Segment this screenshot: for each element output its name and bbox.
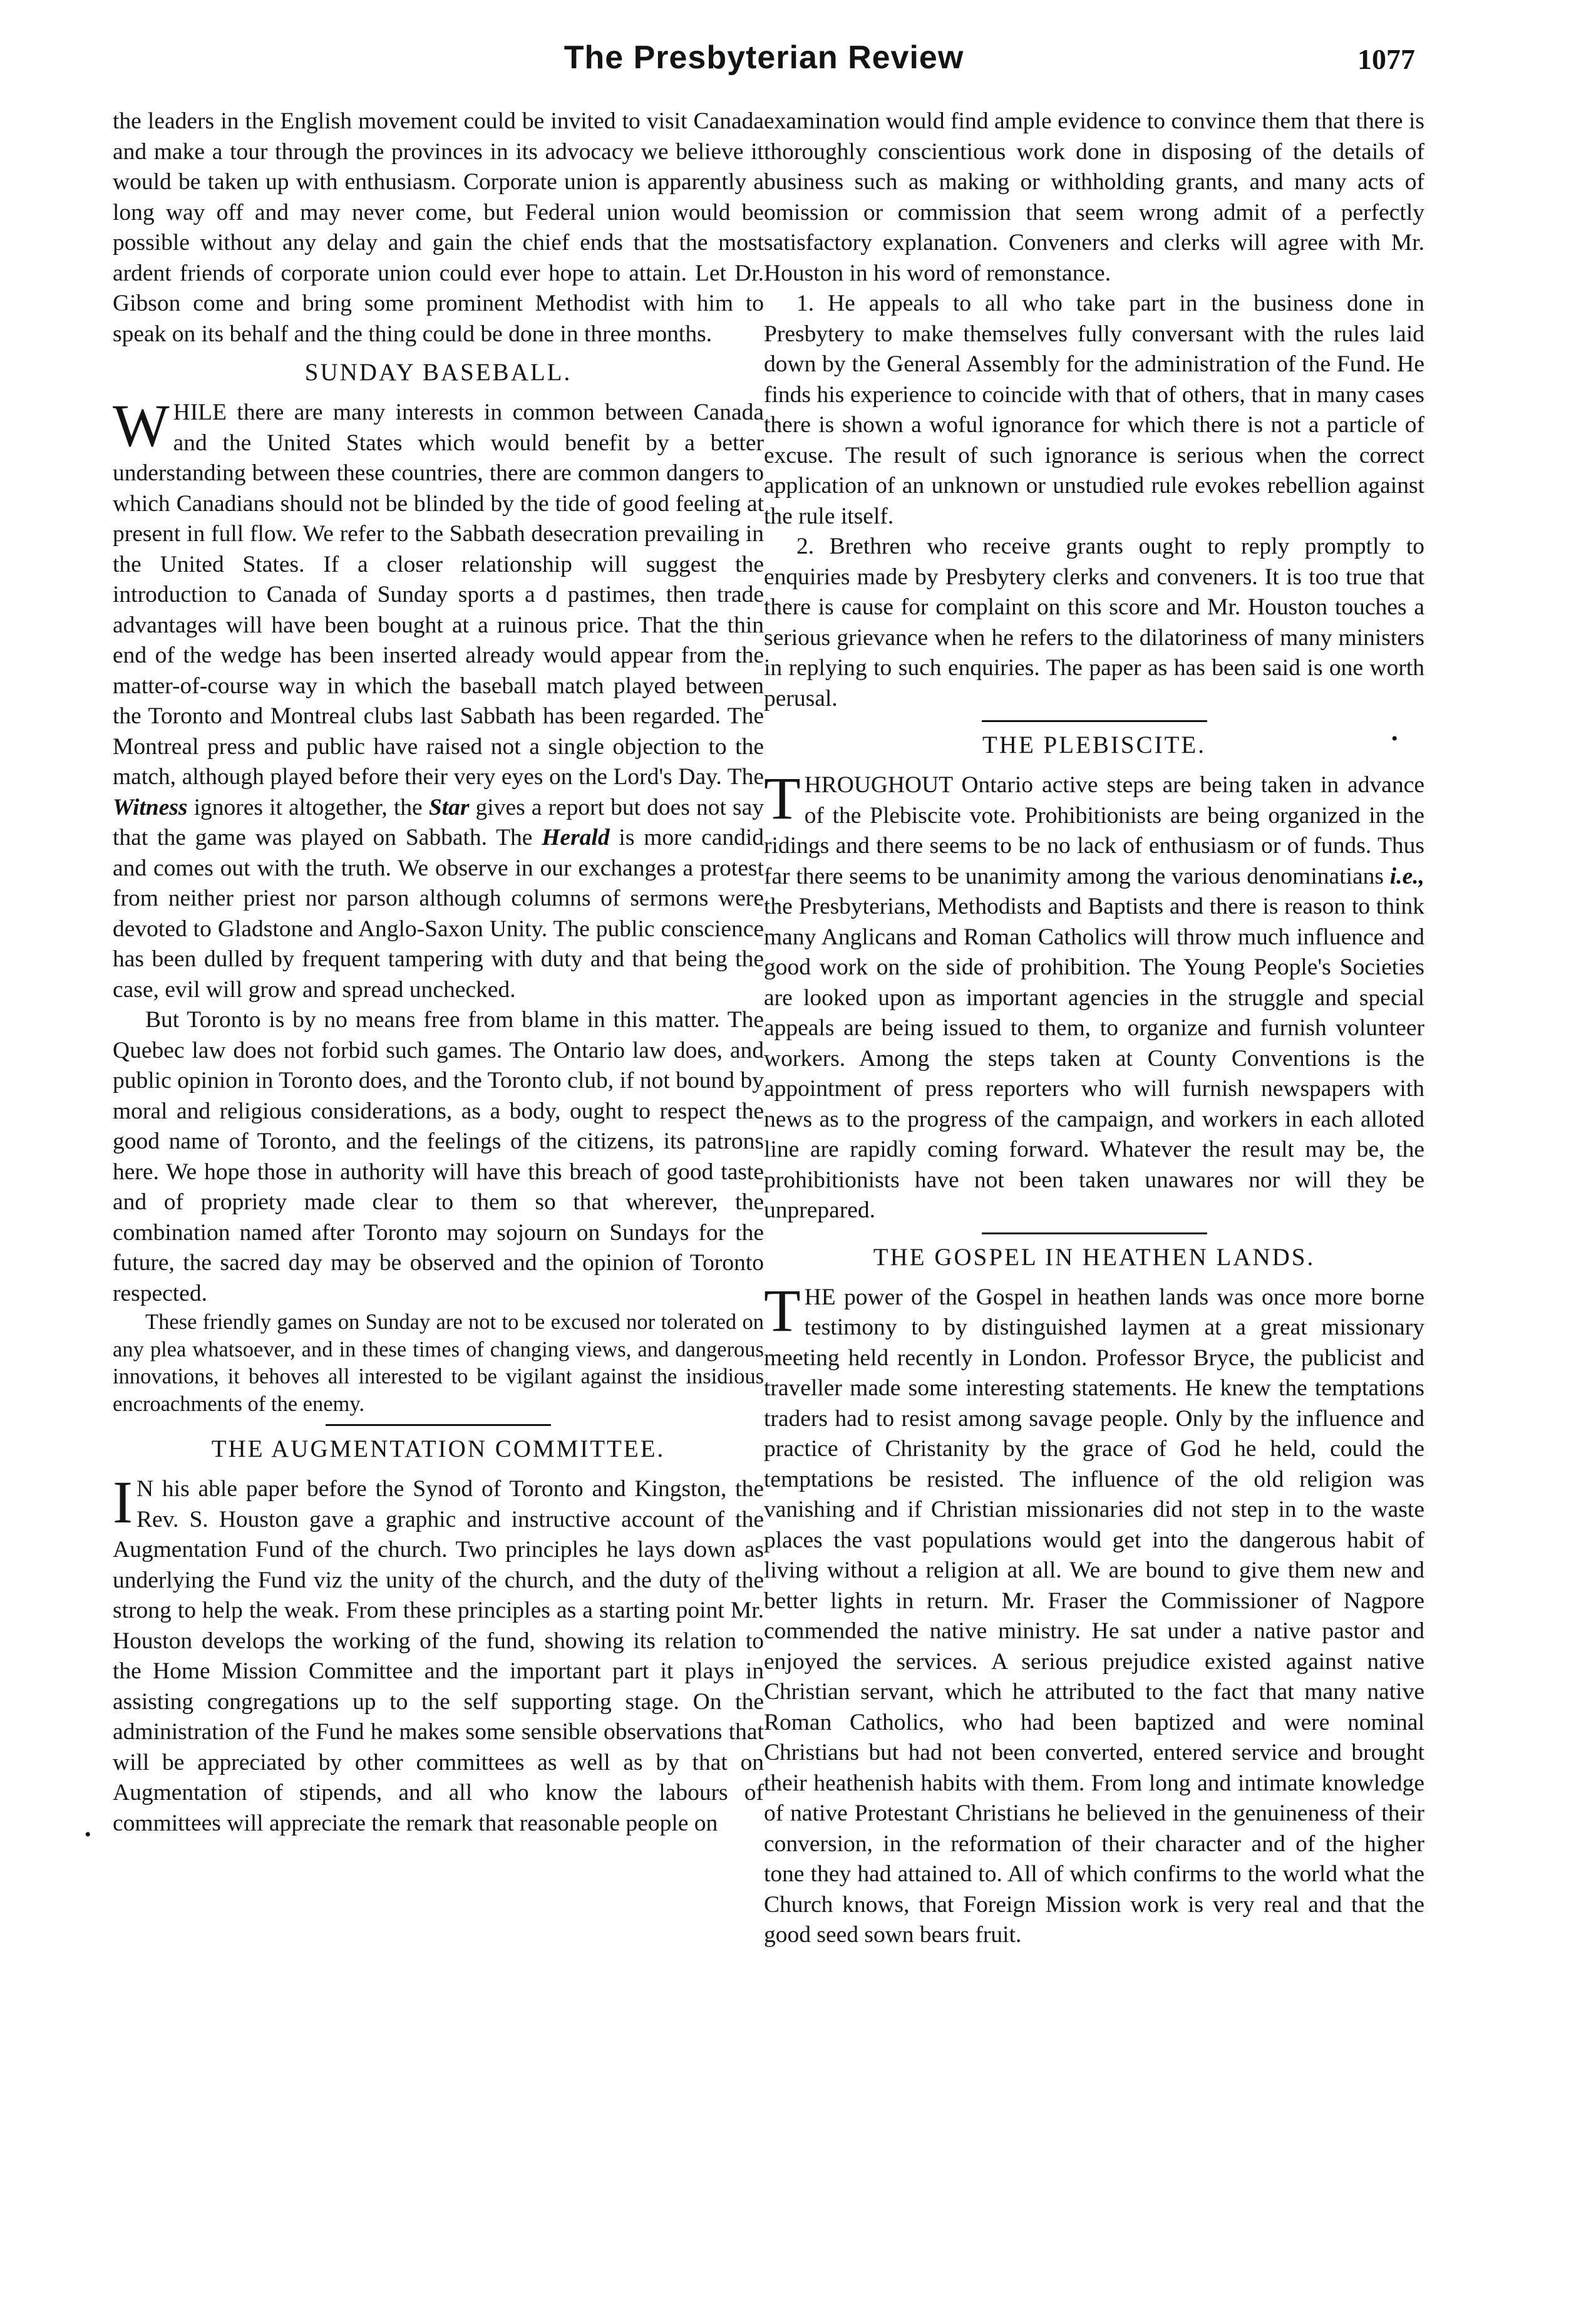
article-paragraph: WHILE there are many interests in common between Canada and the United States which would benefit by a better understanding between these countries, there are common dangers to which Canadians should not be blinded by the tide of good feeling at present in full flow. We refer to the Sabbath desecration prevailing in the United States. If a closer relationship will suggest the introduction to Canada of Sunday sports a d pastimes, then trade advantages will have been bought at a ruinous price. That the thin end of the wedge has been inserted already would appear from the matter-of-course way in which the baseball match played between the Toronto and Montreal clubs last Sabbath has been regarded. The Montreal press and public have raised not a single objection to the match, although played before their very eyes on the Lord's Day. The Witness ignores it altogether, the Star gives a report but does not say that the game was played on Sabbath. The Herald is more candid and comes out with the truth. We observe in our exchanges a protest from neither priest nor parson although columns of sermons were devoted to Gladstone and Anglo-Saxon Unity. The public conscience has been dulled by frequent tampering with duty and that being the case, evil will grow and spread unchecked. <box>113 392 765 1003</box>
italic-abbreviation: i.e., <box>1389 863 1424 889</box>
journal-title: The Presbyterian Review <box>564 39 964 76</box>
article-paragraph: These friendly games on Sunday are not to be excused nor tolerated on any plea whatsoever, and in these times of changing views, and dangerous innovations, it behoves all interested to be vigilant against the insidious encroachments of the enemy. <box>113 1310 764 1416</box>
article-heading: SUNDAY BASEBALL. <box>304 359 572 386</box>
section-divider <box>982 1232 1207 1234</box>
right-column <box>764 106 1424 1951</box>
margin-dot: • <box>85 1824 91 1845</box>
article-heading: THE PLEBISCITE. <box>982 731 1206 758</box>
article-paragraph: I N his able paper before the Synod of Toronto and Kingston, the Rev. S. Houston gave a graphic and instructive account of the Augmentation Fund of the church. Two principles he lays down as underlying the Fund viz the unity of the church, and the duty of the strong to help the weak. From these principles as a starting point Mr. Houston develops the working of the fund, showing its relation to the Home Mission Committee and the important part it plays in assisting congregations up to the self supporting stage. On the administration of the Fund he makes some sensible observations that will be appreciated by other committees as well as by that on Augmentation of stipends, and all who know the labours of committees will appreciate the remark that reasonable people on <box>113 1469 764 1836</box>
left-column <box>113 106 764 1839</box>
newspaper-name: Star <box>428 794 470 820</box>
newspaper-name: Herald <box>542 825 610 850</box>
section-divider <box>326 1424 551 1426</box>
article-plebiscite <box>764 728 1424 1234</box>
drop-cap: T <box>764 1276 801 1344</box>
article-heading: THE GOSPEL IN HEATHEN LANDS. <box>873 1243 1315 1271</box>
article-paragraph: THE power of the Gospel in heathen lands was once more borne testimony to by distinguished laymen at a great missionary meeting held recently in London. Professor Bryce, the publicist and traveller made some interesting statements. He knew the temptations traders had to resist among savage people. Only by the influence and practice of Christanity by the grace of God he held, could the temptations be resisted. The influence of the old religion was vanishing and if Christian missionaries did not step in to the waste places the vast populations would get into the dangerous habit of living without a religion at all. We are bound to give them new and better lights in return. Mr. Fraser the Commissioner of Nagpore commended the native ministry. He sat under a native pastor and enjoyed the services. A serious prejudice existed against native Christian servant, which he attributed to the fact that many native Roman Catholics, who had been baptized and were nominal Christians but had not been converted, entered service and brought their heathenish habits with them. From long and intimate knowledge of native Protestant Christians he believed in the genuineness of their conversion, in the reformation of their character and of the higher tone they had attained to. All of which confirms to the world what the Church knows, that Foreign Mission work is very real and that the good seed sown bears fruit. <box>764 1276 1424 1948</box>
drop-cap: T <box>764 765 801 832</box>
article-paragraph: But Toronto is by no means free from blame in this matter. The Quebec law does not forbid such games. The Ontario law does, and public opinion in Toronto does, and the Toronto club, if not bound by moral and religious considerations, as a body, ought to respect the good name of Toronto, and the feelings of the citizens, its patrons here. We hope those in authority will have this breach of good taste and of propriety made clear to them so that wherever, the combination named after Toronto may sojourn on Sundays for the future, the sacred day may be observed and the opinion of Toronto respected. <box>113 1007 764 1306</box>
section-divider <box>982 720 1207 722</box>
article-augmentation-committee <box>113 1435 764 1839</box>
article-gospel-heathen-lands <box>764 1243 1424 1951</box>
margin-dot: • <box>1391 728 1398 749</box>
numbered-point: 2. Brethren who receive grants ought to reply promptly to enquiries made by Presbytery clerks and conveners. It is too true that there is cause for complaint on this score and Mr. Houston touches a serious grievance when he refers to the dilatoriness of many ministers in replying to such enquiries. The paper as has been said is one worth perusal. <box>764 534 1424 711</box>
continuation-paragraph: the leaders in the English movement could be invited to visit Canada and make a tour through the provinces in its advocacy we believe it would be taken up with enthusiasm. Corporate union is apparently a long way off and may never come, but Federal union would be possible without any delay and gain the chief ends that the most ardent friends of corporate union could ever hope to attain. Let Dr. Gibson come and bring some prominent Methodist with him to speak on its behalf and the thing could be done in three months. <box>113 108 764 347</box>
article-heading: THE AUGMENTATION COMMITTEE. <box>211 1435 666 1462</box>
article-sunday-baseball <box>113 358 764 1426</box>
drop-cap: I <box>113 1469 133 1536</box>
newspaper-name: Witness <box>113 794 188 820</box>
numbered-point: 1. He appeals to all who take part in the business done in Presbytery to make themselves fully conversant with the rules laid down by the General Assembly for the administration of the Fund. He finds his experience to coincide with that of others, that in many cases there is shown a woful ignorance for which there is not a particle of excuse. The result of such ignorance is serious when the correct application of an unknown or unstudied rule evokes rebellion against the rule itself. <box>764 291 1424 529</box>
page-number: 1077 <box>1357 43 1415 75</box>
running-header <box>113 39 1415 89</box>
continuation-paragraph: examination would find ample evidence to convince them that there is thoroughly conscientious work done in disposing of the details of business such as making or withholding grants, and many acts of omission or commission that seem wrong admit of a perfectly satisfactory explanation. Conveners and clerks will agree with Mr. Houston in his word of remonstance. <box>764 108 1424 286</box>
drop-cap: W <box>113 392 170 459</box>
article-paragraph: THROUGHOUT Ontario active steps are being taken in advance of the Plebiscite vote. Prohibitionists are being organized in the ridings and there seems to be no lack of enthusiasm or of funds. Thus far there seems to be unanimity among the various denominatians i.e., the Presbyterians, Methodists and Baptists and there is reason to think many Anglicans and Roman Catholics will throw much influence and good work on the side of prohibition. The Young People's Societies are looked upon as important agencies in the struggle and special appeals are being issued to them, to organize and furnish volunteer workers. Among the steps taken at County Conventions is the appointment of press reporters who will furnish newspapers with news as to the progress of the campaign, and workers in each alloted line are rapidly coming forward. Whatever the result may be, the prohibitionists have not been taken unawares nor will they be unprepared. <box>764 765 1424 1223</box>
